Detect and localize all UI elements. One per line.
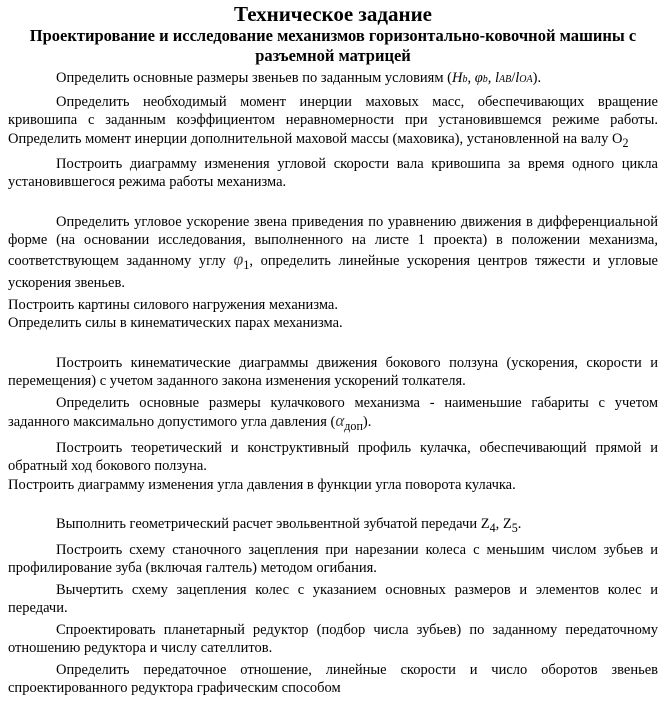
paragraph: Построить теоретический и конструктивный профиль кулачка, обеспечивающий прямой и обратный ход бокового ползуна. [8, 439, 658, 475]
page-subtitle: Проектирование и исследование механизмов горизонтально-ковочной машины с разъемной матрицей [29, 26, 637, 65]
paragraph: Определить основные размеры звеньев по заданным условиям (Hb, φb, lAB/lOA). [56, 70, 542, 86]
paragraph: Построить диаграмму изменения угла давления в функции угла поворота кулачка. [8, 476, 516, 493]
paragraph: Выполнить геометрический расчет эвольвентной зубчатой передачи $Z_4$, $Z_5$. [56, 516, 522, 536]
page-title: Техническое задание [233, 2, 433, 26]
paragraph: Построить диаграмму изменения угловой скорости вала кривошипа за время одного цикла установившегося режима работы механизма. [8, 155, 658, 191]
spacer [8, 195, 658, 213]
paragraph: Спроектировать планетарный редуктор (подбор числа зубьев) по заданному передаточному отношению редуктора и числу сателлитов. [8, 621, 658, 657]
paragraph: Построить схему станочного зацепления при нарезании колеса с меньшим числом зубьев и профилирование зуба (включая галтель) методом огибания. [8, 541, 658, 577]
paragraph: Вычертить схему зацепления колес с указанием основных размеров и элементов колес и передачи. [8, 581, 658, 617]
paragraph: Определить необходимый момент инерции маховых масс, обеспечивающих вращение кривошипа с заданным коэффициентом неравномерности при установившемся режиме работы. Определить момент инерции дополнительной маховой массы (маховика), установленной на валу $O_2$ [8, 93, 658, 150]
paragraph: Определить силы в кинематических парах механизма. [8, 315, 343, 332]
paragraph: Построить картины силового нагружения механизма. [8, 296, 338, 313]
spacer [8, 336, 658, 354]
paragraph: Определить передаточное отношение, линейные скорости и число оборотов звеньев спроектированного редуктора графическим способом [8, 661, 658, 697]
paragraph: Определить угловое ускорение звена приведения по уравнению движения в дифференциальной форме (на основании исследования, выполненного на листе 1 проекта) в положении механизма, соответствующем заданному углу $\varphi_1$, определить линейные ускорения центров тяжести и угловые ускорения звеньев. [8, 213, 658, 292]
paragraph: Построить кинематические диаграммы движения бокового ползуна (ускорения, скорости и перемещения) с учетом заданного закона изменения ускорений толкателя. [8, 354, 658, 390]
paragraph: Определить основные размеры кулачкового механизма - наименьшие габариты с учетом заданного максимально допустимого угла давления $(\alpha_{доп})$. [8, 394, 658, 434]
spacer [8, 497, 658, 515]
